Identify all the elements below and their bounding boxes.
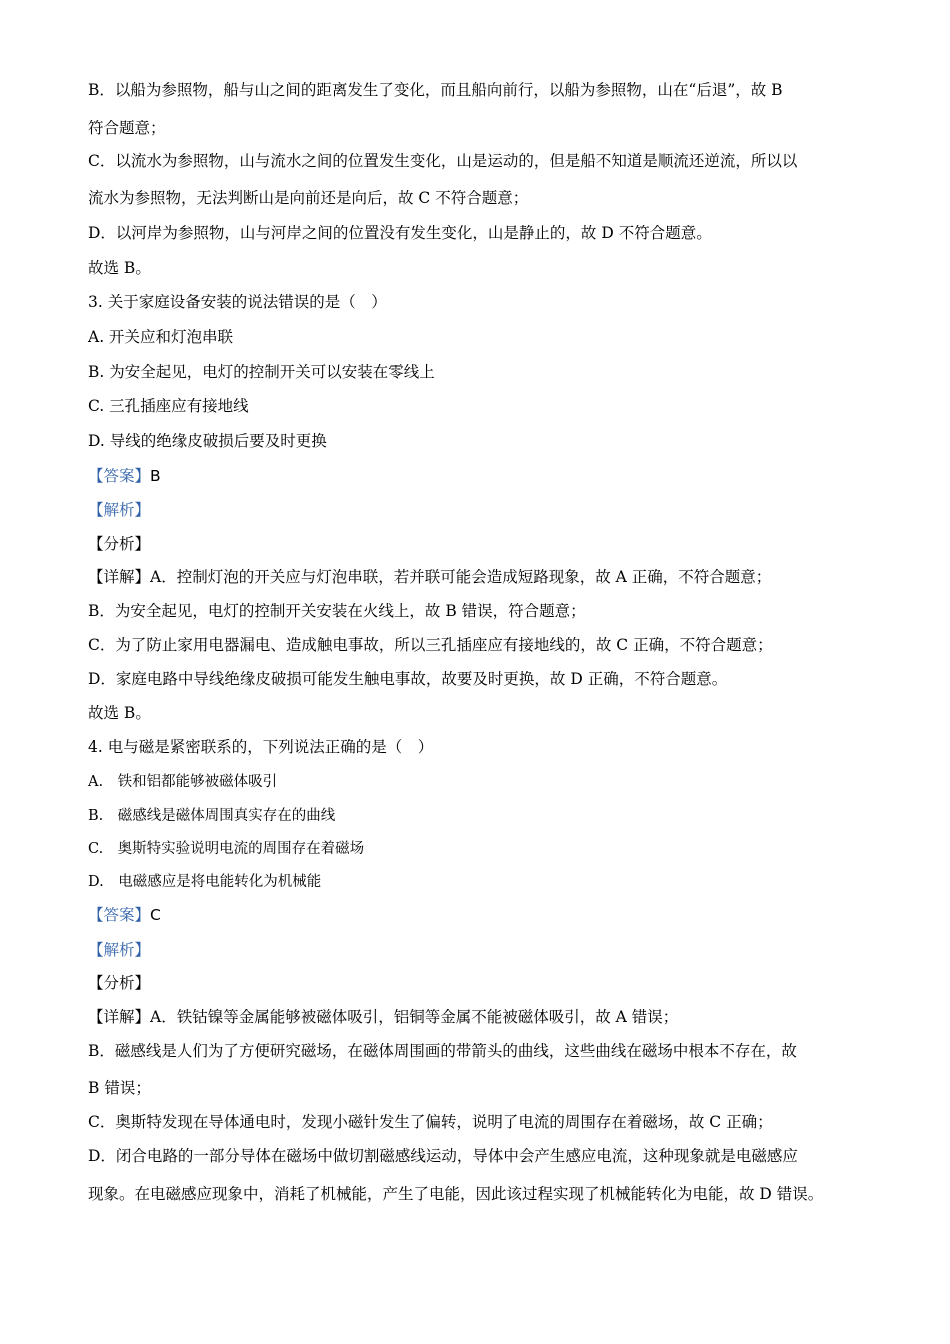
q2-option-c-explanation-line1: C．以流水为参照物，山与流水之间的位置发生变化，山是运动的，但是船不知道是顺流还逆流，所以以 [88,152,798,170]
q2-choose-answer: 故选 B。 [88,259,151,277]
q3-detail-c: C．为了防止家用电器漏电、造成触电事故，所以三孔插座应有接地线的，故 C 正确，不符合题意； [88,636,773,654]
q4-option-b: B. 磁感线是磁体周围真实存在的曲线 [88,808,336,824]
q3-fenxi-tag: 【分析】 [88,535,151,553]
q3-detail-d: D．家庭电路中导线绝缘皮破损可能发生触电事故，故要及时更换，故 D 正确，不符合题意。 [88,670,728,688]
q2-option-c-explanation-line2: 流水为参照物，无法判断山是向前还是向后，故 C 不符合题意； [88,189,529,207]
q3-analysis-tag: 【解析】 [88,501,151,519]
q4-answer-tag: 【答案】 [88,906,151,924]
q4-analysis-tag: 【解析】 [88,941,151,959]
q3-choose-answer: 故选 B。 [88,704,151,722]
q3-answer-value: B [150,467,161,485]
q4-detail-b-line2: B 错误； [88,1079,151,1097]
q3-detail-b: B．为安全起见，电灯的控制开关安装在火线上，故 B 错误，符合题意； [88,602,586,620]
q2-option-b-explanation-line1: B．以船为参照物，船与山之间的距离发生了变化，而且船向前行，以船为参照物，山在“后退”，故 B [88,81,783,99]
q3-stem: 3. 关于家庭设备安装的说法错误的是（ ） [88,293,387,311]
q2-option-d-explanation: D．以河岸为参照物，山与河岸之间的位置没有发生变化，山是静止的，故 D 不符合题意。 [88,224,712,242]
q4-answer-value: C [150,906,161,924]
q3-option-b: B. 为安全起见，电灯的控制开关可以安装在零线上 [88,363,435,381]
q4-detail-d-line1: D．闭合电路的一部分导体在磁场中做切割磁感线运动，导体中会产生感应电流，这种现象就是电磁感应 [88,1147,798,1165]
q2-option-b-explanation-line2: 符合题意； [88,119,166,137]
q4-option-c: C. 奥斯特实验说明电流的周围存在着磁场 [88,841,365,857]
q3-answer-tag: 【答案】 [88,467,151,485]
q4-option-a: A. 铁和铝都能够被磁体吸引 [88,774,278,790]
q4-option-d: D. 电磁感应是将电能转化为机械能 [88,874,322,890]
q3-option-a: A. 开关应和灯泡串联 [88,328,234,346]
q3-answer-row [88,465,161,487]
q4-stem: 4. 电与磁是紧密联系的，下列说法正确的是（ ） [88,738,434,756]
q4-detail-d-line2: 现象。在电磁感应现象中，消耗了机械能，产生了电能，因此该过程实现了机械能转化为电能，故 D 错误。 [88,1185,824,1203]
q3-detail-a: 【详解】A．控制灯泡的开关应与灯泡串联，若并联可能会造成短路现象，故 A 正确，不符合题意； [88,568,772,586]
q4-detail-a: 【详解】A．铁钴镍等金属能够被磁体吸引，铝铜等金属不能被磁体吸引，故 A 错误； [88,1008,679,1026]
q4-detail-c: C．奥斯特发现在导体通电时，发现小磁针发生了偏转，说明了电流的周围存在着磁场，故 C 正确； [88,1113,773,1131]
q4-fenxi-tag: 【分析】 [88,974,151,992]
q3-option-d: D. 导线的绝缘皮破损后要及时更换 [88,432,327,450]
q4-detail-b-line1: B．磁感线是人们为了方便研究磁场，在磁体周围画的带箭头的曲线，这些曲线在磁场中根本不存在，故 [88,1042,797,1060]
q3-option-c: C. 三孔插座应有接地线 [88,397,249,415]
q4-answer-row [88,904,161,926]
